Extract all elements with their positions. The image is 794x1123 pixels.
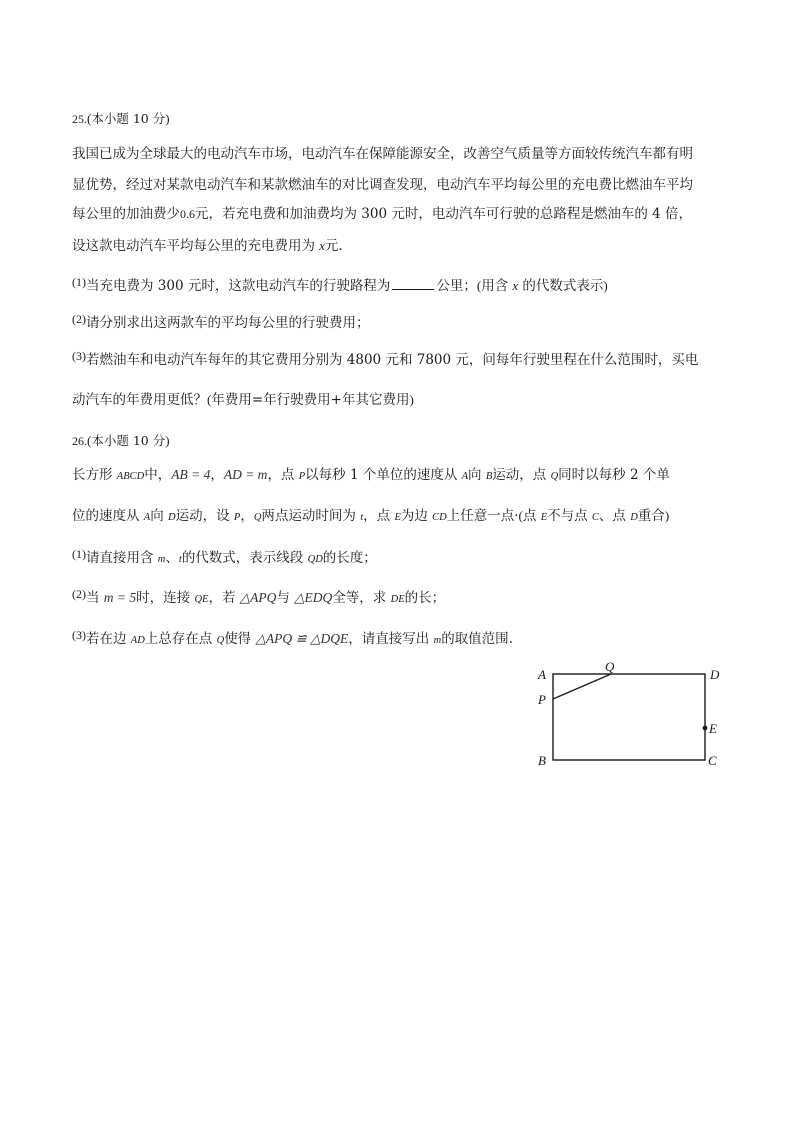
label-d: D	[710, 667, 720, 682]
q25-number: 25.	[72, 112, 87, 126]
rectangle-figure	[530, 658, 730, 776]
rectangle-abcd	[553, 674, 705, 760]
q25-header: 25.(本小题 10 分)	[72, 111, 170, 126]
q26-line-1: 长方形 ABCD中，AB = 4，AD = m，点 P以每秒 1 个单位的速度从 A向 B运动，点 Q同时以每秒 2 个单	[72, 467, 670, 483]
q25-line-4: 设这款电动汽车平均每公里的充电费用为 x元.	[72, 238, 343, 254]
q26-score: 本小题 10 分	[91, 433, 166, 448]
point-e-dot	[703, 726, 708, 731]
label-a: A	[538, 667, 546, 682]
label-c: C	[708, 753, 717, 768]
q26-part-3: (3)若在边 AD上总存在点 Q使得 △APQ ≌ △DQE，请直接写出 m的取值范围.	[72, 628, 513, 647]
q25-part-1: (1)当充电费为 300 元时，这款电动汽车的行驶路程为 公里；(用含 x 的代数式表示)	[72, 275, 608, 294]
q25-part-3: (3)若燃油车和电动汽车每年的其它费用分别为 4800 元和 7800 元，问每年行驶里程在什么范围时，买电	[72, 349, 699, 368]
q25-line-3: 每公里的加油费少0.6元，若充电费和加油费均为 300 元时，电动汽车可行驶的总路程是燃油车的 4 倍，	[72, 206, 693, 222]
answer-blank[interactable]	[392, 277, 434, 290]
q26-line-2: 位的速度从 A向 D运动，设 P，Q两点运动时间为 t，点 E为边 CD上任意一点·(点 E不与点 C、点 D重合)	[72, 508, 670, 524]
q26-number: 26.	[72, 434, 87, 448]
q25-part-2: (2)请分别求出这两款车的平均每公里的行驶费用；	[72, 312, 370, 331]
label-p: P	[538, 692, 546, 707]
q25-line-2: 显优势，经过对某款电动汽车和某款燃油车的对比调查发现，电动汽车平均每公里的充电费比燃油车平均	[72, 177, 693, 193]
label-b: B	[538, 753, 546, 768]
q26-part-1: (1)请直接用含 m、t的代数式，表示线段 QD的长度；	[72, 547, 377, 566]
q25-line-1: 我国已成为全球最大的电动汽车市场，电动汽车在保障能源安全，改善空气质量等方面较传统汽车都有明	[72, 146, 693, 162]
q26-header: 26.(本小题 10 分)	[72, 433, 170, 448]
label-q: Q	[605, 659, 615, 674]
q25-score: 本小题 10 分	[91, 111, 166, 126]
q26-part-2: (2)当 m = 5时，连接 QE，若 △APQ与 △EDQ全等，求 DE的长；	[72, 587, 446, 606]
label-e: E	[709, 721, 717, 736]
segment-pq	[553, 674, 611, 699]
q25-part-3-cont: 动汽车的年费用更低？(年费用=年行驶费用+年其它费用)	[72, 392, 414, 408]
